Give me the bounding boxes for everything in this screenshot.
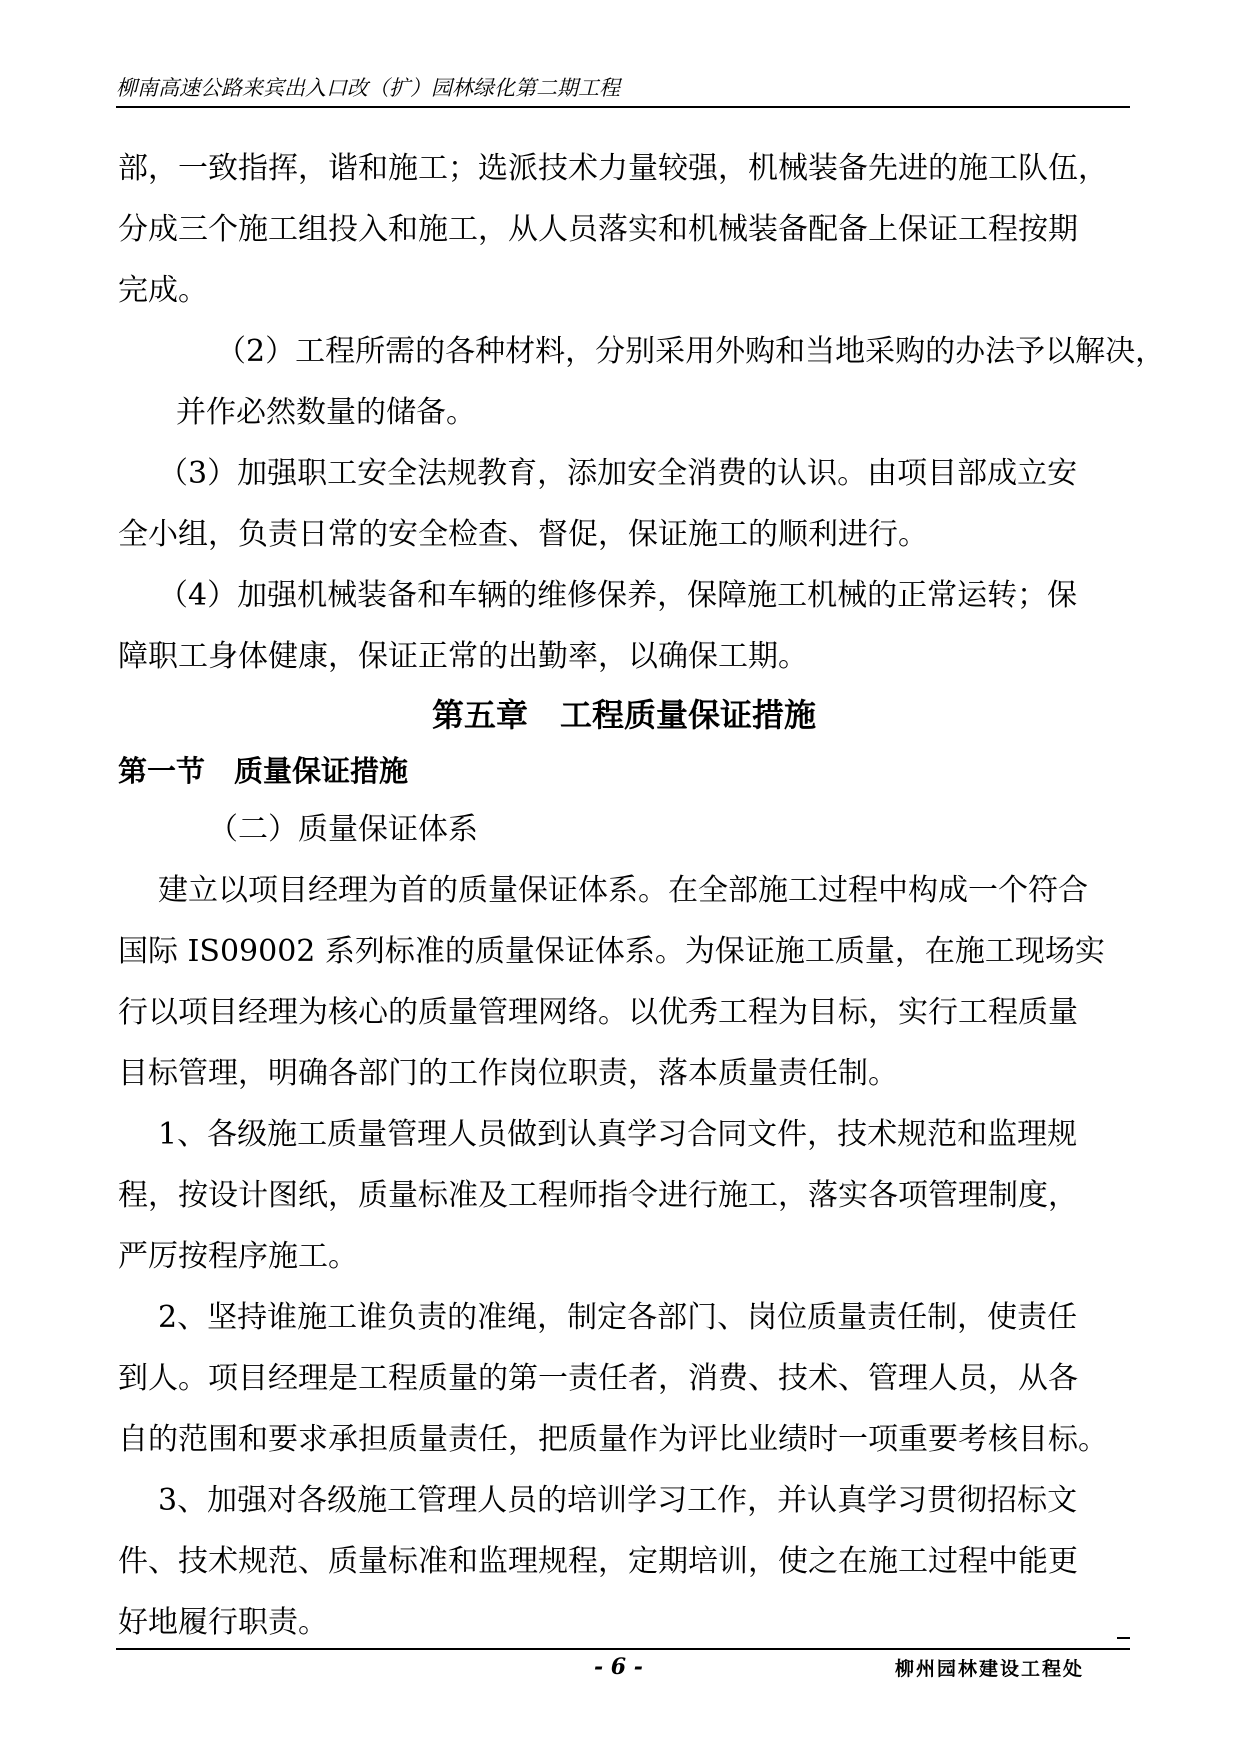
footer-divider <box>116 1648 1130 1650</box>
text-line: 完成。 <box>118 273 208 308</box>
text-line: 建立以项目经理为首的质量保证体系。在全部施工过程中构成一个符合 <box>158 873 1088 908</box>
text-line: 分成三个施工组投入和施工，从人员落实和机械装备配备上保证工程按期 <box>118 212 1078 247</box>
page-header-title: 柳南高速公路来宾出入口改（扩）园林绿化第二期工程 <box>116 76 620 100</box>
section-title: 第一节 质量保证措施 <box>118 754 409 788</box>
chapter-title: 第五章 工程质量保证措施 <box>431 696 816 734</box>
text-line: 自的范围和要求承担质量责任，把质量作为评比业绩时一项重要考核目标。 <box>118 1422 1108 1457</box>
text-line: 3、加强对各级施工管理人员的培训学习工作，并认真学习贯彻招标文 <box>158 1483 1078 1518</box>
text-line: 严厉按程序施工。 <box>118 1239 358 1274</box>
text-line: 障职工身体健康，保证正常的出勤率，以确保工期。 <box>118 639 808 674</box>
text-line: （2）工程所需的各种材料，分别采用外购和当地采购的办法予以解决， <box>216 334 1166 369</box>
paragraph-1 <box>118 138 1130 321</box>
text-line: 行以项目经理为核心的质量管理网络。以优秀工程为目标，实行工程质量 <box>118 995 1078 1030</box>
text-line: 部，一致指挥，谐和施工；选派技术力量较强，机械装备先进的施工队伍， <box>118 151 1108 186</box>
paragraph-5 <box>118 860 1130 1104</box>
paragraph-6 <box>118 1104 1130 1287</box>
text-line: （4）加强机械装备和车辆的维修保养，保障施工机械的正常运转；保 <box>158 578 1078 613</box>
text-line: 国际 IS09002 系列标准的质量保证体系。为保证施工质量，在施工现场实 <box>118 934 1105 969</box>
paragraph-7 <box>118 1287 1130 1470</box>
paragraph-2 <box>118 321 1166 443</box>
text-line: 程，按设计图纸，质量标准及工程师指令进行施工，落实各项管理制度， <box>118 1178 1078 1213</box>
paragraph-3 <box>118 443 1130 565</box>
text-line: （3）加强职工安全法规教育，添加安全消费的认识。由项目部成立安 <box>158 456 1078 491</box>
text-line: 并作必然数量的储备。 <box>176 395 476 430</box>
text-line: 件、技术规范、质量标准和监理规程，定期培训，使之在施工过程中能更 <box>118 1544 1078 1579</box>
paragraph-8 <box>118 1470 1130 1653</box>
paragraph-4 <box>118 565 1130 687</box>
document-body <box>118 138 1166 1653</box>
text-line: 到人。项目经理是工程质量的第一责任者，消费、技术、管理人员，从各 <box>118 1361 1078 1396</box>
footer-dash <box>1117 1637 1130 1639</box>
footer-organization: 柳州园林建设工程处 <box>895 1658 1085 1680</box>
text-line: 目标管理，明确各部门的工作岗位职责，落本质量责任制。 <box>118 1056 898 1091</box>
text-line: 好地履行职责。 <box>118 1605 328 1640</box>
page-number: - 6 - <box>594 1654 643 1680</box>
text-line: （二）质量保证体系 <box>208 812 478 847</box>
text-line: 1、各级施工质量管理人员做到认真学习合同文件，技术规范和监理规 <box>158 1117 1078 1152</box>
header-divider <box>116 106 1130 108</box>
text-line: 2、坚持谁施工谁负责的准绳，制定各部门、岗位质量责任制，使责任 <box>158 1300 1078 1335</box>
subsection-title <box>118 799 1130 860</box>
text-line: 全小组，负责日常的安全检查、督促，保证施工的顺利进行。 <box>118 517 928 552</box>
